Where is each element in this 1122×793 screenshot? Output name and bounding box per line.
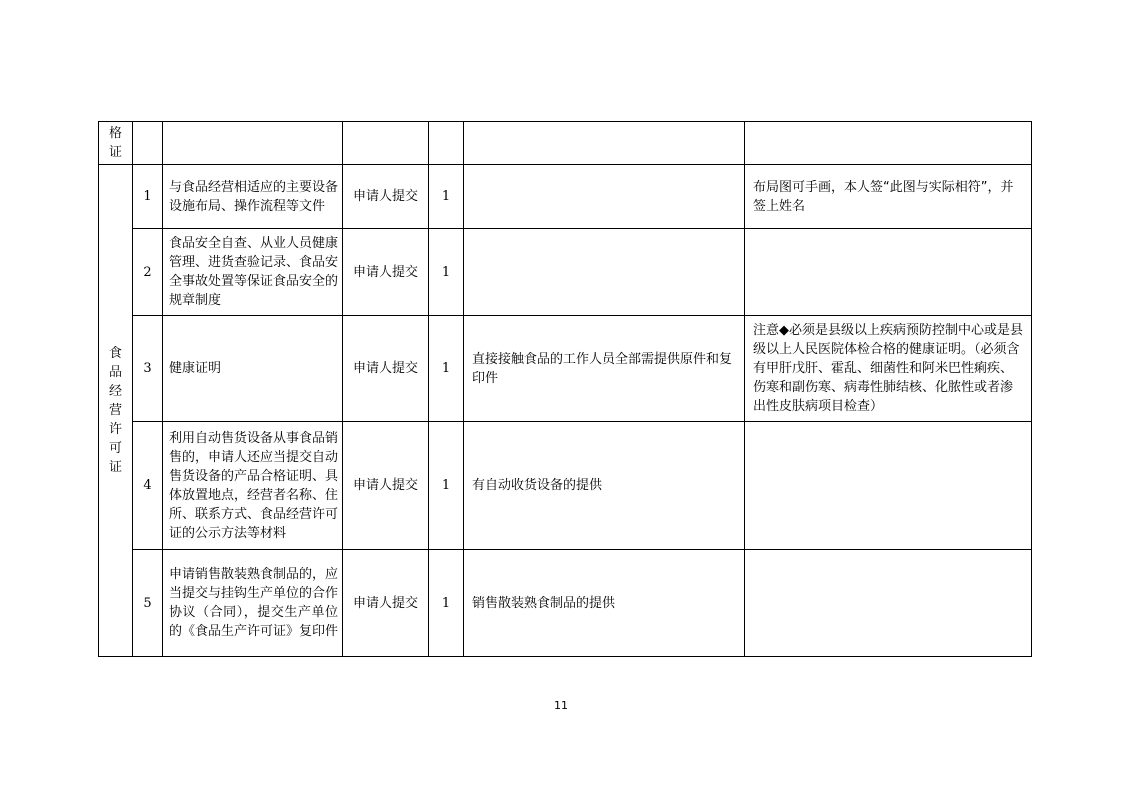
material-requirement	[464, 165, 745, 229]
material-note	[745, 422, 1032, 550]
table-row	[99, 316, 1032, 422]
material-source: 申请人提交	[343, 550, 429, 657]
category-cell-top	[99, 122, 133, 165]
material-quantity: 1	[429, 165, 464, 229]
category-label-top: 格证	[109, 126, 123, 160]
material-name: 与食品经营相适应的主要设备设施布局、操作流程等文件	[163, 165, 343, 229]
row-number: 1	[133, 165, 163, 229]
category-label: 食品经营许可证	[109, 346, 123, 475]
material-name: 利用自动售货设备从事食品销售的，申请人还应当提交自动售货设备的产品合格证明、具体放置地点，经营者名称、住所、联系方式、食品经营许可证的公示方法等材料	[163, 422, 343, 550]
material-name: 健康证明	[163, 316, 343, 422]
material-requirement: 销售散装熟食制品的提供	[464, 550, 745, 657]
material-note: 注意◆必须是县级以上疾病预防控制中心或是县级以上人民医院体检合格的健康证明。（必须含有甲肝戊肝、霍乱、细菌性和阿米巴性痢疾、伤寒和副伤寒、病毒性肺结核、化脓性或者渗出性皮肤病项目检查）	[745, 316, 1032, 422]
material-name: 食品安全自查、从业人员健康管理、进货查验记录、食品安全事故处置等保证食品安全的规章制度	[163, 229, 343, 316]
empty-cell	[343, 122, 429, 165]
table-row	[99, 229, 1032, 316]
empty-cell	[163, 122, 343, 165]
table-row	[99, 422, 1032, 550]
row-number: 3	[133, 316, 163, 422]
material-note	[745, 229, 1032, 316]
empty-cell	[464, 122, 745, 165]
table-row	[99, 550, 1032, 657]
empty-cell	[745, 122, 1032, 165]
row-number: 5	[133, 550, 163, 657]
table-row	[99, 165, 1032, 229]
page-number: 11	[554, 699, 568, 712]
empty-cell	[133, 122, 163, 165]
material-name: 申请销售散装熟食制品的，应当提交与挂钩生产单位的合作协议（合同），提交生产单位的《食品生产许可证》复印件	[163, 550, 343, 657]
material-source: 申请人提交	[343, 229, 429, 316]
material-requirement	[464, 229, 745, 316]
category-cell	[99, 165, 133, 657]
material-source: 申请人提交	[343, 316, 429, 422]
material-requirement: 有自动收货设备的提供	[464, 422, 745, 550]
material-note: 布局图可手画，本人签“此图与实际相符”，并签上姓名	[745, 165, 1032, 229]
material-source: 申请人提交	[343, 422, 429, 550]
requirements-table	[98, 121, 1032, 657]
material-quantity: 1	[429, 316, 464, 422]
row-number: 4	[133, 422, 163, 550]
material-requirement: 直接接触食品的工作人员全部需提供原件和复印件	[464, 316, 745, 422]
material-source: 申请人提交	[343, 165, 429, 229]
empty-cell	[429, 122, 464, 165]
material-note	[745, 550, 1032, 657]
material-quantity: 1	[429, 550, 464, 657]
table-row-continuation	[99, 122, 1032, 165]
material-quantity: 1	[429, 422, 464, 550]
row-number: 2	[133, 229, 163, 316]
material-quantity: 1	[429, 229, 464, 316]
